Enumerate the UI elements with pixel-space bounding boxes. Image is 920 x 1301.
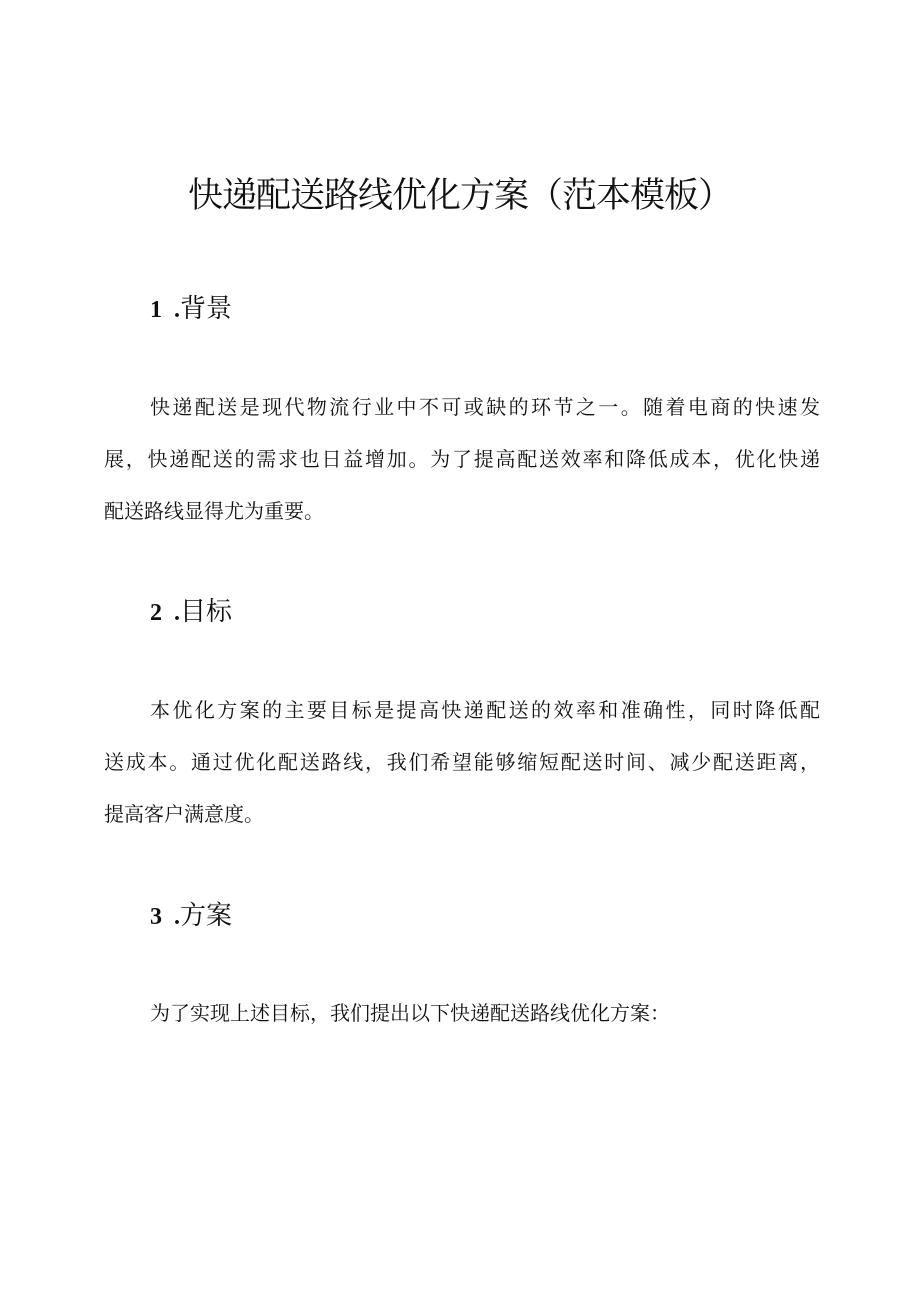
section-number: 1: [150, 297, 162, 323]
section-separator: .: [174, 904, 180, 930]
section-heading-text: 背景: [180, 294, 233, 324]
paragraph-line: 快递配送是现代物流行业中不可或缺的环节之一。随着电商的快速发: [150, 395, 820, 419]
section-separator: .: [174, 600, 180, 626]
paragraph-line: 本优化方案的主要目标是提高快递配送的效率和准确性，同时降低配: [150, 698, 820, 722]
paragraph-line: 提高客户满意度。: [104, 802, 264, 826]
section-paragraph-goal: [104, 684, 820, 840]
section-paragraph-background: [104, 381, 820, 537]
section-number: 3: [150, 904, 162, 930]
section-heading-plan: [150, 899, 232, 934]
section-heading-goal: [150, 595, 232, 630]
document-title: 快递配送路线优化方案（范本模板）: [187, 176, 732, 216]
paragraph-line: 展，快递配送的需求也日益增加。为了提高配送效率和降低成本，优化快递: [104, 447, 820, 471]
section-heading-background: [150, 292, 232, 327]
paragraph-line: 送成本。通过优化配送路线，我们希望能够缩短配送时间、减少配送距离，: [104, 750, 820, 774]
section-separator: .: [174, 297, 180, 323]
section-heading-text: 方案: [180, 901, 233, 931]
paragraph-line: 配送路线显得尤为重要。: [104, 499, 324, 523]
section-paragraph-plan: [104, 987, 820, 1039]
section-heading-text: 目标: [180, 597, 233, 627]
section-number: 2: [150, 600, 162, 626]
paragraph-line: 为了实现上述目标，我们提出以下快递配送路线优化方案：: [150, 1001, 670, 1025]
